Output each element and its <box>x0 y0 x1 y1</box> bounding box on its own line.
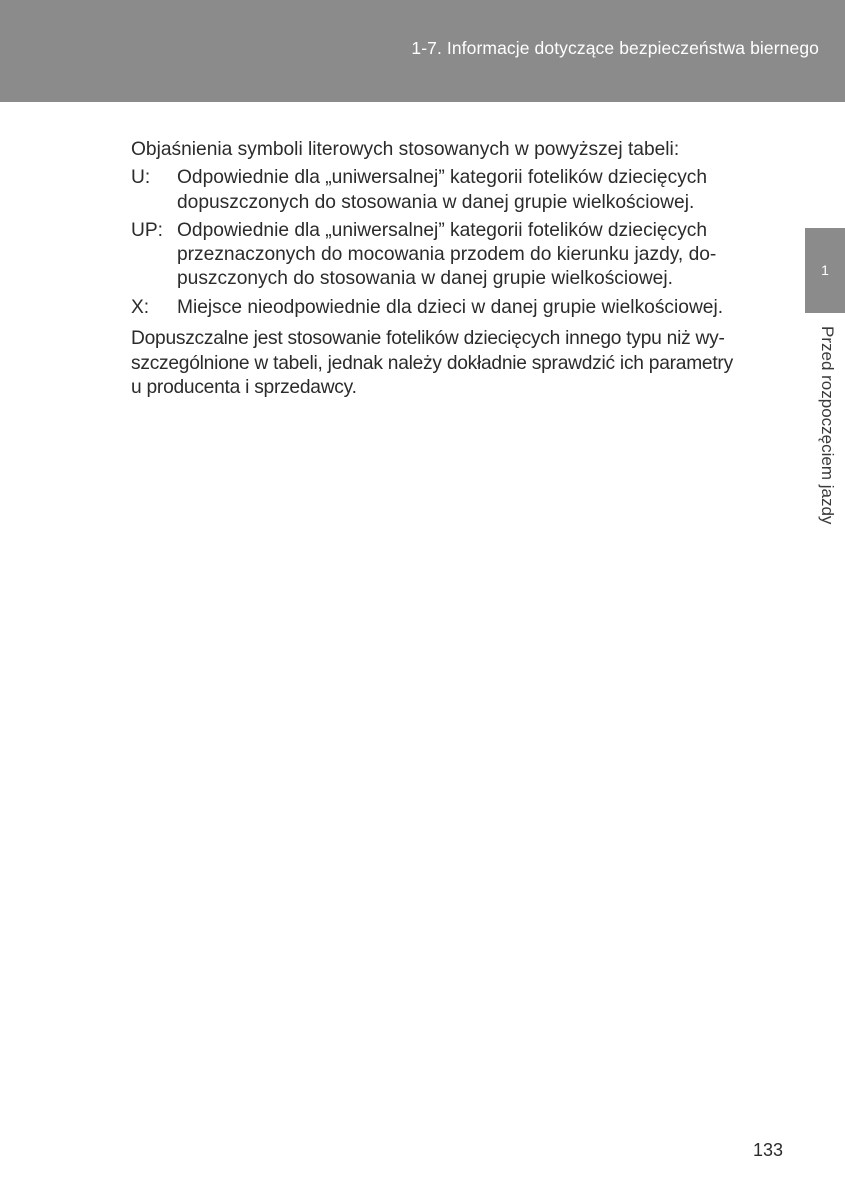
chapter-number: 1 <box>821 262 829 278</box>
page-body <box>131 138 784 401</box>
definition-key: UP: <box>131 219 163 241</box>
legend-intro: Objaśnienia symboli literowych stosowanych w powyższej tabeli: <box>131 139 680 160</box>
chapter-label: Przed rozpoczęciem jazdy <box>818 326 837 525</box>
definition-key: X: <box>131 296 150 318</box>
note-paragraph: Dopuszczalne jest stosowanie fotelików dziecięcych innego typu niż wy- szczególnione w tabeli, jednak należy dokładnie sprawdzić ich parametry u producenta i sprzedawcy. <box>131 328 733 399</box>
definition-key: U: <box>131 167 151 189</box>
chapter-tab <box>805 228 845 313</box>
section-header-bar <box>0 0 845 102</box>
definition-text: Odpowiednie dla „uniwersalnej” kategorii fotelików dziecięcych przeznaczonych do mocowania przodem do kierunku jazdy, do- puszczonych do stosowania w danej grupie wielkościowej. <box>177 219 717 290</box>
definition-u <box>131 166 784 215</box>
page-number: 133 <box>752 1140 783 1160</box>
section-title: 1-7. Informacje dotyczące bezpieczeństwa biernego <box>411 38 819 58</box>
definition-up <box>131 219 784 292</box>
definition-text: Miejsce nieodpowiednie dla dzieci w danej grupie wielkościowej. <box>177 296 724 318</box>
definition-x <box>131 296 784 320</box>
definition-text: Odpowiednie dla „uniwersalnej” kategorii fotelików dziecięcych dopuszczonych do stosowania w danej grupie wielkościowej. <box>177 167 708 213</box>
